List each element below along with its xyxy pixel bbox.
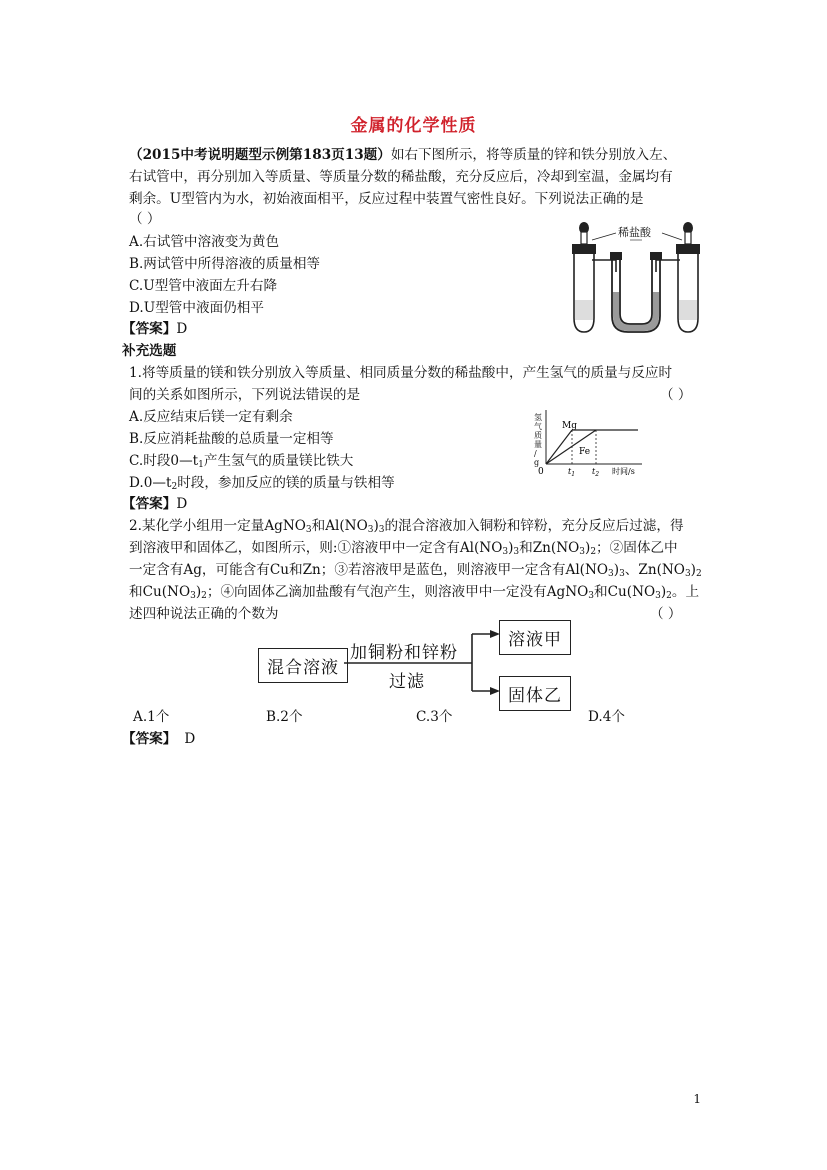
- q2-line1: 2.某化学小组用一定量AgNO$_3$和$Al(NO_3)_3$的混合溶液加入铜粉和锌粉，充分反应后过滤，得: [129, 518, 684, 535]
- flow-step-top: 加铜粉和锌粉: [350, 643, 458, 663]
- q0-option-c: C.U型管中液面左升右降: [129, 278, 278, 294]
- mg-label: Mg: [562, 421, 577, 431]
- q1-option-d: $D.0—t_2$时段，参加反应的镁的质量与铁相等: [129, 475, 395, 492]
- q2-line3: 一定含有Ag，可能含有Cu和Zn；③若溶液甲是蓝色，则溶液甲一定含有$Al(NO_3)_3$、$Zn(NO_3)_2$: [129, 562, 702, 579]
- q1-line1: 1.将等质量的镁和铁分别放入等质量、相同质量分数的稀盐酸中，产生氢气的质量与反应时: [129, 365, 673, 381]
- q2-answer: 【答案】 D: [122, 731, 196, 747]
- q0-option-a: A.右试管中溶液变为黄色: [129, 234, 280, 250]
- q2-paren: （ ）: [650, 606, 682, 622]
- fe-label: Fe: [579, 447, 591, 457]
- q0-line2: 右试管中，再分别加入等质量、等质量分数的稀盐酸，充分反应后，冷却到室温，金属均有: [129, 169, 673, 185]
- q0-answer: 【答案】D: [122, 321, 188, 337]
- q2-line5: 述四种说法正确的个数为: [129, 606, 279, 622]
- q0-line1: （2015中考说明题型示例第183页13题）如右下图所示，将等质量的锌和铁分别放入左、: [129, 147, 677, 163]
- mg-series-line: [546, 430, 572, 464]
- q0-paren: （ ）: [129, 211, 161, 227]
- chart-origin: 0: [538, 467, 544, 477]
- q0-option-b: B.两试管中所得溶液的质量相等: [129, 256, 321, 272]
- chart-xlabel: 时间/s: [612, 467, 635, 476]
- flow-box-mixed-solution: 混合溶液: [258, 648, 348, 683]
- q1-answer: 【答案】D: [122, 496, 188, 512]
- flow-step-bottom: 过滤: [389, 672, 425, 692]
- q1-option-a: A.反应结束后镁一定有剩余: [129, 409, 293, 425]
- flow-box-solid-b: 固体乙: [499, 676, 571, 711]
- page-number: 1: [693, 1092, 701, 1106]
- u-tube-apparatus-figure: [570, 220, 702, 340]
- t2-tick: $t_2$: [592, 467, 600, 478]
- chart-ylabel: 氢气质量/ g: [534, 413, 542, 467]
- dilute-hcl-label: 稀盐酸: [618, 226, 651, 239]
- q0-source: （2015中考说明题型示例第183页13题）: [129, 147, 391, 163]
- q2-option-b: B.2个: [266, 709, 303, 725]
- q0-option-d: D.U型管中液面仍相平: [129, 300, 264, 316]
- t1-tick: $t_1$: [568, 467, 576, 478]
- q1-option-c: C.时段$0—t_1$产生氢气的质量镁比铁大: [129, 453, 354, 470]
- page-title: 金属的化学性质: [350, 116, 477, 136]
- hydrogen-mass-chart: [532, 410, 660, 482]
- q2-line4: 和$Cu(NO_3)_2$；④向固体乙滴加盐酸有气泡产生，则溶液甲中一定没有AgNO$_3$和$Cu(NO_3)_2$。上: [129, 584, 700, 601]
- q2-option-c: C.3个: [416, 709, 453, 725]
- flow-arrows: [344, 628, 504, 698]
- q1-line2: 间的关系如图所示，下列说法错误的是: [129, 387, 361, 403]
- q1-paren: （ ）: [660, 387, 692, 403]
- q2-option-a: A.1个: [133, 709, 170, 725]
- supplement-heading: 补充选题: [122, 343, 177, 359]
- q1-option-b: B.反应消耗盐酸的总质量一定相等: [129, 431, 334, 447]
- flow-box-solution-a: 溶液甲: [499, 620, 571, 655]
- q2-option-d: D.4个: [588, 709, 625, 725]
- q2-line2: 到溶液甲和固体乙，如图所示，则:①溶液甲中一定含有$Al(NO_3)_3$和$Zn(NO_3)_2$；②固体乙中: [129, 540, 678, 557]
- q0-line3: 剩余。U型管内为水，初始液面相平，反应过程中装置气密性良好。下列说法正确的是: [129, 191, 644, 207]
